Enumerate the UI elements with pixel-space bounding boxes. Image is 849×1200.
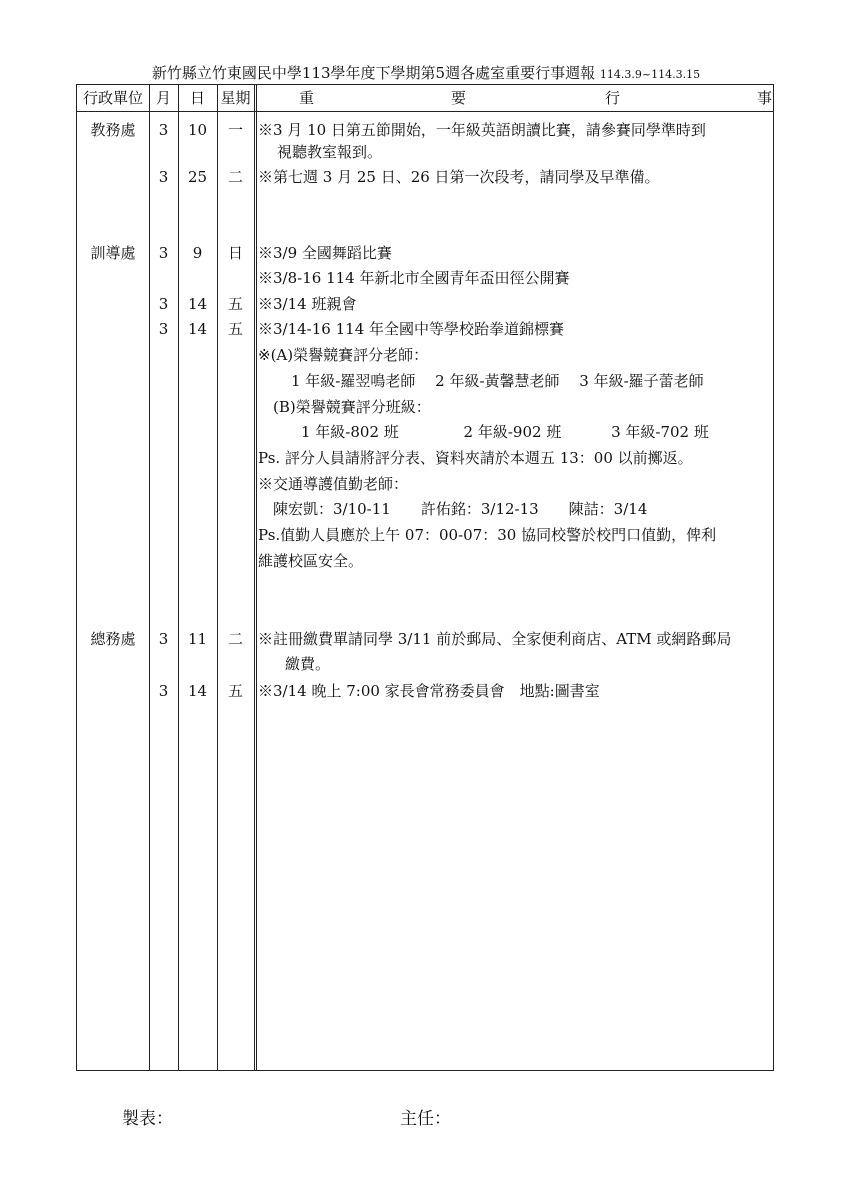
event-line: 1 年級-802 班 2 年級-902 班 3 年級-702 班 xyxy=(301,423,709,441)
event-line: Ps.值勤人員應於上午 07：00-07：30 協同校警於校門口值勤，俾利 xyxy=(258,526,717,544)
row-weekday: 日 xyxy=(227,244,243,262)
header-events-char: 行 xyxy=(605,89,621,107)
row-weekday: 二 xyxy=(227,630,243,648)
event-line: ※3/14 晚上 7:00 家長會常務委員會 地點:圖書室 xyxy=(258,682,600,700)
event-line: ※3/14 班親會 xyxy=(258,295,357,313)
title-date-range: 114.3.9~114.3.15 xyxy=(599,68,701,81)
event-line: 視聽教室報到。 xyxy=(277,143,383,161)
header-divider xyxy=(77,111,773,112)
row-weekday: 五 xyxy=(227,295,243,313)
event-line: ※3 月 10 日第五節開始，一年級英語朗讀比賽，請參賽同學準時到 xyxy=(258,121,706,139)
row-month: 3 xyxy=(158,121,169,139)
page-title xyxy=(76,62,776,83)
event-line: 陳宏凱：3/10-11 許佑銘：3/12-13 陳詰：3/14 xyxy=(273,500,648,518)
header-month: 月 xyxy=(155,89,171,107)
row-month: 3 xyxy=(158,295,169,313)
row-month: 3 xyxy=(158,630,169,648)
weekly-schedule-table xyxy=(76,84,774,1071)
header-day: 日 xyxy=(189,89,205,107)
title-main: 新竹縣立竹東國民中學113學年度下學期第5週各處室重要行事週報 xyxy=(151,64,596,82)
event-line: ※(A)榮譽競賽評分老師： xyxy=(258,346,429,364)
row-unit: 訓導處 xyxy=(90,244,136,262)
event-line: ※3/9 全國舞蹈比賽 xyxy=(258,244,392,262)
event-line: ※3/14-16 114 年全國中等學校跆拳道錦標賽 xyxy=(258,320,565,338)
row-weekday: 五 xyxy=(227,682,243,700)
header-events-char: 事 xyxy=(757,89,773,107)
event-line: ※3/8-16 114 年新北市全國青年盃田徑公開賽 xyxy=(258,269,570,287)
row-day: 14 xyxy=(187,295,208,313)
event-line: 繳費。 xyxy=(285,655,331,673)
event-line: (B)榮譽競賽評分班級： xyxy=(273,398,431,416)
event-line: ※第七週 3 月 25 日、26 日第一次段考，請同學及早準備。 xyxy=(258,168,660,186)
event-line: 1 年級-羅翌鳴老師 2 年級-黃馨慧老師 3 年級-羅子蕾老師 xyxy=(291,372,704,390)
header-events-char: 重 xyxy=(299,89,315,107)
event-line: ※交通導護值勤老師： xyxy=(258,475,409,493)
row-unit: 總務處 xyxy=(90,630,136,648)
row-day: 25 xyxy=(187,168,208,186)
header-events-char: 要 xyxy=(451,89,467,107)
footer-director-label: 主任： xyxy=(400,1109,451,1129)
row-day: 9 xyxy=(192,244,203,262)
row-weekday: 五 xyxy=(227,320,243,338)
header-unit: 行政單位 xyxy=(82,89,143,107)
row-month: 3 xyxy=(158,244,169,262)
row-month: 3 xyxy=(158,682,169,700)
row-day: 11 xyxy=(187,630,208,648)
row-day: 10 xyxy=(187,121,208,139)
footer-maker-label: 製表： xyxy=(122,1109,173,1129)
row-unit: 教務處 xyxy=(90,121,136,139)
column-divider-double xyxy=(254,85,257,1070)
column-divider xyxy=(149,85,150,1070)
row-day: 14 xyxy=(187,320,208,338)
event-line: 維護校區安全。 xyxy=(258,552,364,570)
column-divider xyxy=(178,85,179,1070)
header-weekday: 星期 xyxy=(220,89,251,107)
event-line: ※註冊繳費單請同學 3/11 前於郵局、全家便利商店、ATM 或網路郵局 xyxy=(258,630,732,648)
row-month: 3 xyxy=(158,320,169,338)
row-weekday: 二 xyxy=(227,168,243,186)
column-divider xyxy=(217,85,218,1070)
event-line: Ps. 評分人員請將評分表、資料夾請於本週五 13：00 以前擲返。 xyxy=(258,449,693,467)
row-weekday: 一 xyxy=(227,121,243,139)
row-month: 3 xyxy=(158,168,169,186)
row-day: 14 xyxy=(187,682,208,700)
